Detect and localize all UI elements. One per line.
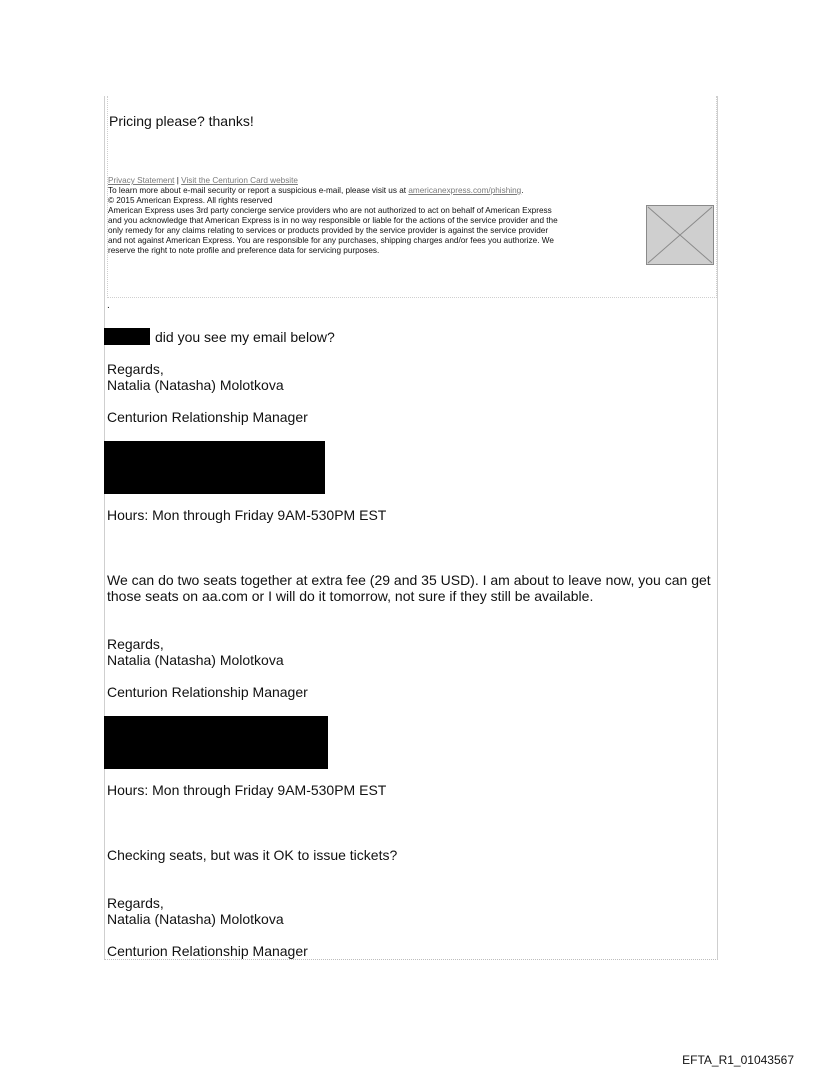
- privacy-statement-link[interactable]: Privacy Statement: [108, 176, 175, 185]
- redaction-contact-1: [104, 441, 325, 494]
- security-notice: [108, 186, 523, 196]
- msg3-text: Checking seats, but was it OK to issue tickets?: [107, 847, 398, 863]
- msg1-signature-name: Natalia (Natasha) Molotkova: [107, 377, 284, 393]
- disclaimer-line-3: only remedy for any claims relating to services or products provided by the service provider is against the service provider: [108, 226, 549, 235]
- footer-links-row: [108, 176, 298, 186]
- msg2-line-2: those seats on aa.com or I will do it tomorrow, not sure if they still be available.: [107, 588, 594, 604]
- separator-dot: .: [107, 300, 110, 311]
- msg2-line-1: We can do two seats together at extra fee (29 and 35 USD). I am about to leave now, you can get: [107, 572, 711, 588]
- msg3-signature-name: Natalia (Natasha) Molotkova: [107, 911, 284, 927]
- broken-image-icon: [646, 205, 714, 265]
- copyright-text: © 2015 American Express. All rights reserved: [108, 196, 273, 205]
- msg2-signature-title: Centurion Relationship Manager: [107, 684, 308, 700]
- phishing-link[interactable]: americanexpress.com/phishing: [408, 186, 522, 195]
- msg1-text: did you see my email below?: [155, 329, 335, 345]
- msg3-regards: Regards,: [107, 895, 164, 911]
- link-separator: |: [174, 176, 182, 185]
- msg2-regards: Regards,: [107, 636, 164, 652]
- msg3-signature-title: Centurion Relationship Manager: [107, 943, 308, 959]
- image-placeholder-graphic: [647, 206, 713, 264]
- msg2-signature-name: Natalia (Natasha) Molotkova: [107, 652, 284, 668]
- security-end: .: [521, 186, 524, 195]
- redaction-name: [104, 328, 150, 345]
- disclaimer-line-5: reserve the right to note profile and preference data for servicing purposes.: [108, 246, 380, 255]
- msg1-hours: Hours: Mon through Friday 9AM-530PM EST: [107, 507, 387, 523]
- msg1-signature-title: Centurion Relationship Manager: [107, 409, 308, 425]
- centurion-website-link[interactable]: Visit the Centurion Card website: [181, 176, 298, 185]
- disclaimer-line-2: and you acknowledge that American Express is in no way responsible or liable for the actions of the service provider and the: [108, 216, 558, 225]
- disclaimer-line-4: and not against American Express. You are responsible for any purchases, shipping charges and/or fees you authorize. We: [108, 236, 554, 245]
- msg1-regards: Regards,: [107, 361, 164, 377]
- disclaimer-line-1: American Express uses 3rd party concierge service providers who are not authorized to act on behalf of American Express: [108, 206, 552, 215]
- redaction-contact-2: [104, 716, 328, 769]
- document-id: EFTA_R1_01043567: [682, 1053, 794, 1067]
- security-text: To learn more about e-mail security or report a suspicious e-mail, please visit us at: [108, 186, 409, 195]
- msg2-hours: Hours: Mon through Friday 9AM-530PM EST: [107, 782, 387, 798]
- pricing-question: Pricing please? thanks!: [109, 113, 254, 129]
